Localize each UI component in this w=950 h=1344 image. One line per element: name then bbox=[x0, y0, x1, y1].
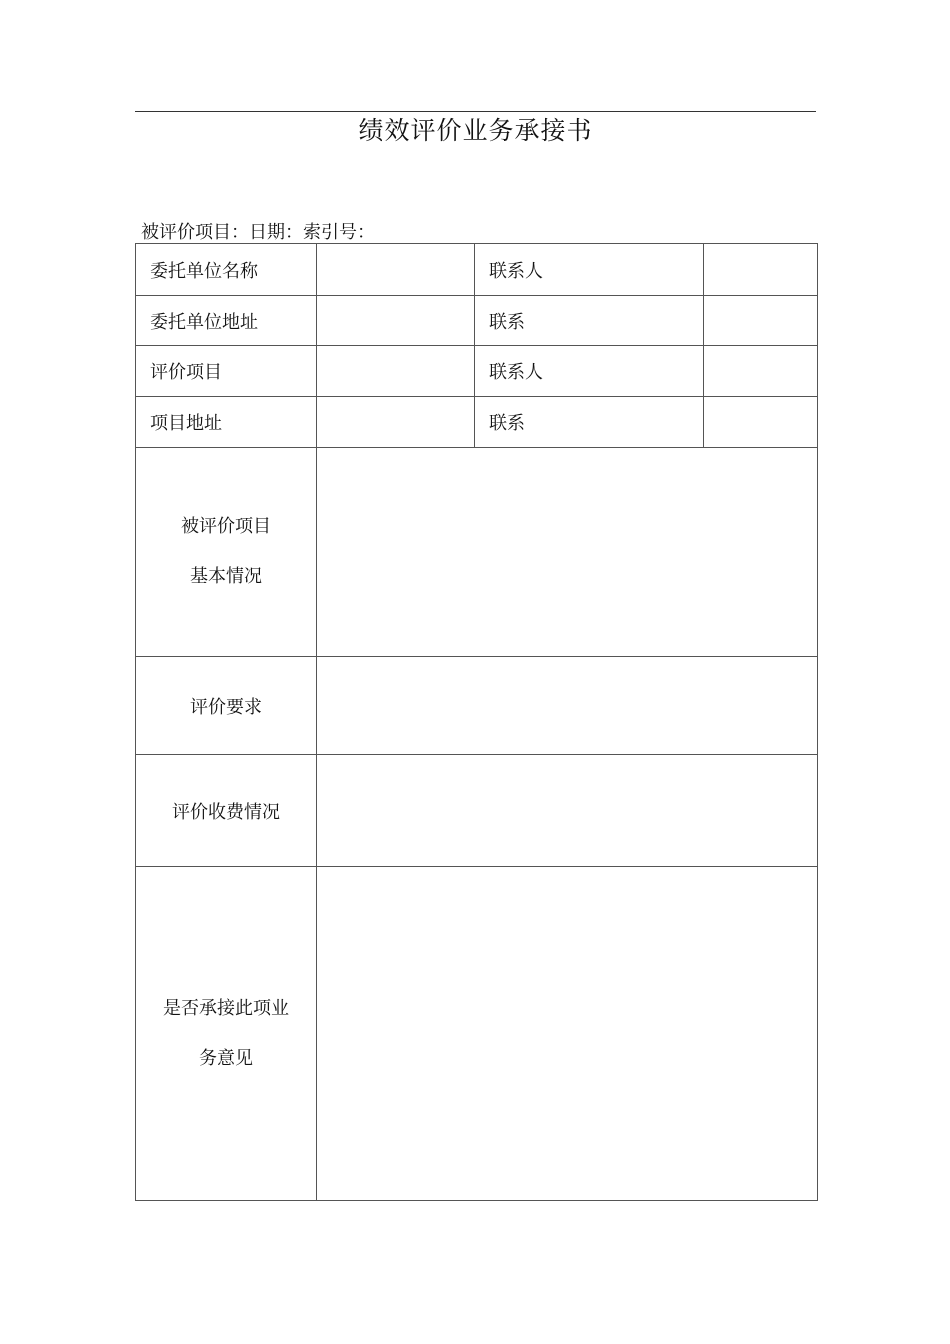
fees-value[interactable] bbox=[317, 755, 818, 867]
basic-info-value[interactable] bbox=[317, 448, 818, 657]
project-contact-label: 联系 bbox=[475, 397, 704, 448]
requirements-value[interactable] bbox=[317, 657, 818, 755]
meta-line: 被评价项目：日期：索引号： bbox=[141, 222, 375, 243]
basic-info-label-line1: 被评价项目 bbox=[181, 516, 271, 537]
opinion-value[interactable] bbox=[317, 867, 818, 1201]
project-contact-person-label: 联系人 bbox=[475, 346, 704, 397]
table-row bbox=[136, 755, 818, 867]
table-row bbox=[136, 448, 818, 657]
basic-info-label bbox=[136, 448, 317, 657]
requirements-label: 评价要求 bbox=[136, 657, 317, 755]
table-row bbox=[136, 397, 818, 448]
opinion-label bbox=[136, 867, 317, 1201]
basic-info-label-line2: 基本情况 bbox=[190, 566, 262, 587]
project-label: 评价项目 bbox=[136, 346, 317, 397]
document-title: 绩效评价业务承接书 bbox=[358, 116, 593, 145]
contact-person-label: 联系人 bbox=[475, 244, 704, 296]
client-address-value[interactable] bbox=[317, 296, 475, 346]
table-row bbox=[136, 296, 818, 346]
client-address-label: 委托单位地址 bbox=[136, 296, 317, 346]
top-rule bbox=[135, 111, 816, 112]
contact-value[interactable] bbox=[704, 296, 818, 346]
table-row bbox=[136, 657, 818, 755]
opinion-label-line1: 是否承接此项业 bbox=[163, 997, 289, 1019]
project-contact-value[interactable] bbox=[704, 397, 818, 448]
contact-label: 联系 bbox=[475, 296, 704, 346]
table-row bbox=[136, 346, 818, 397]
project-contact-person-value[interactable] bbox=[704, 346, 818, 397]
opinion-label-line2: 务意见 bbox=[199, 1047, 253, 1069]
project-address-value[interactable] bbox=[317, 397, 475, 448]
client-name-label: 委托单位名称 bbox=[136, 244, 317, 296]
table-row bbox=[136, 867, 818, 1201]
fees-label: 评价收费情况 bbox=[136, 755, 317, 867]
table-row bbox=[136, 244, 818, 296]
project-address-label: 项目地址 bbox=[136, 397, 317, 448]
client-name-value[interactable] bbox=[317, 244, 475, 296]
form-table bbox=[135, 243, 818, 1201]
project-value[interactable] bbox=[317, 346, 475, 397]
contact-person-value[interactable] bbox=[704, 244, 818, 296]
